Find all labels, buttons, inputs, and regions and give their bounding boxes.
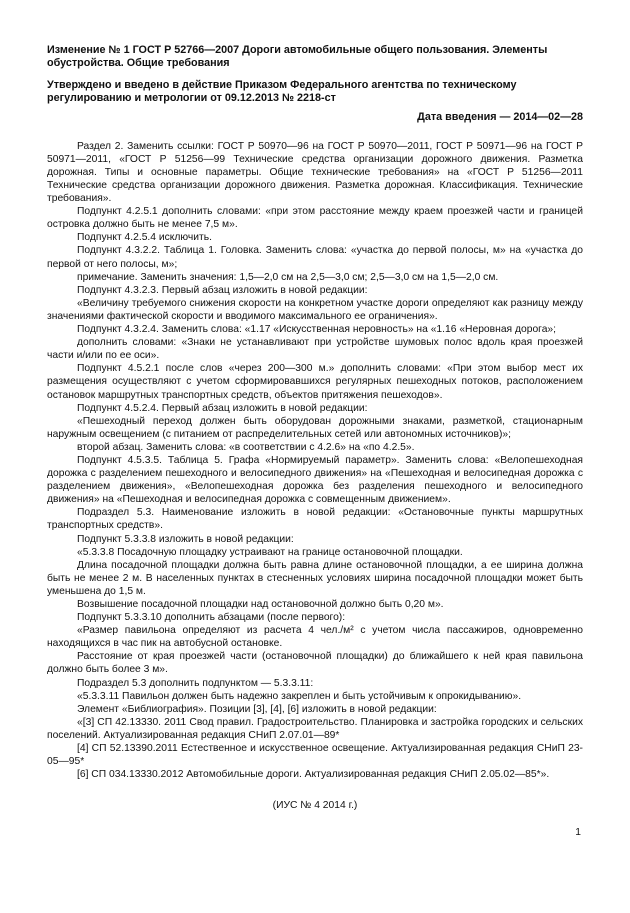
body-paragraph: Подпункт 4.5.3.5. Таблица 5. Графа «Нормируемый параметр». Заменить слова: «Велопешеходная дорожка с разделением пешеходного и велосипедного движения» на «Пешеходная и велосипедная дорожка с разделением движения», «Велопешеходная дорожка без разделения пешеходного и велосипедного движения» на «Пешеходная и велосипедная дорожка с совмещенным движением». [47, 454, 583, 506]
body-paragraph: Подпункт 4.5.2.4. Первый абзац изложить в новой редакции: [77, 402, 368, 414]
body-paragraph: «Величину требуемого снижения скорости на конкретном участке дороги определяют как разницу между значениями фактической скорости и вводимого максимального ее ограничения». [47, 297, 583, 322]
body-paragraph: Расстояние от края проезжей части (остановочной площадки) до ближайшего к ней края павильона должно быть более 3 м». [47, 651, 583, 676]
body-paragraph: Раздел 2. Заменить ссылки: ГОСТ Р 50970—96 на ГОСТ Р 50970—2011, ГОСТ Р 50971—96 на ГОСТ Р 50971—2011, «ГОСТ Р 51256—99 Технические средства организации дорожного движения. Разметка дорожная. Типы и основные параметры. Общие технические требования» на «ГОСТ Р 51256—2011 Технические средства организации дорожного движения. Разметка дорожная. Классификация. Технические требования». [47, 140, 583, 205]
body-paragraph: «Пешеходный переход должен быть оборудован дорожными знаками, разметкой, стационарным наружным освещением (с питанием от распределительных сетей или автономных источников)»; [47, 415, 583, 440]
body-paragraph: Подпункт 4.2.5.1 дополнить словами: «при этом расстояние между краем проезжей части и границей островка должно быть не менее 7,5 м». [47, 206, 583, 231]
body-paragraph: Подпункт 4.3.2.4. Заменить слова: «1.17 «Искусственная неровность» на «1.16 «Неровная дорога»; [77, 324, 557, 336]
body-paragraph: [6] СП 034.13330.2012 Автомобильные дороги. Актуализированная редакция СНиП 2.05.02—85*». [77, 769, 550, 781]
body-paragraph: [4] СП 52.13390.2011 Естественное и искусственное освещение. Актуализированная редакция СНиП 23-05—95* [47, 743, 583, 768]
body-paragraph: второй абзац. Заменить слова: «в соответствии с 4.2.6» на «по 4.2.5». [77, 441, 415, 453]
body-paragraph: «5.3.3.8 Посадочную площадку устраивают на границе остановочной площадки. [77, 546, 463, 558]
body-paragraph: Элемент «Библиография». Позиции [3], [4], [6] изложить в новой редакции: [77, 703, 437, 715]
page-number: 1 [575, 827, 581, 838]
body-paragraph: «Размер павильона определяют из расчета 4 чел./м² с учетом числа пассажиров, одновременно находящихся в час пик на автобусной остановке. [47, 625, 583, 650]
body-paragraph: Подпункт 4.2.5.4 исключить. [77, 232, 212, 244]
body-paragraph: «5.3.3.11 Павильон должен быть надежно закреплен и быть устойчивым к опрокидыванию». [77, 690, 522, 702]
body-paragraph: «[3] СП 42.13330. 2011 Свод правил. Градостроительство. Планировка и застройка городских и сельских поселений. Актуализированная редакция СНиП 2.07.01—89* [47, 716, 583, 741]
body-paragraph: Подраздел 5.3 дополнить подпунктом — 5.3.3.11: [77, 677, 314, 689]
body-paragraph: Подпункт 5.3.3.8 изложить в новой редакции: [77, 533, 294, 545]
amendment-title: Изменение № 1 ГОСТ Р 52766—2007 Дороги автомобильные общего пользования. Элементы обустройства. Общие требования [47, 44, 548, 70]
body-paragraph: Подпункт 4.3.2.3. Первый абзац изложить в новой редакции: [77, 284, 368, 296]
approval-statement: Утверждено и введено в действие Приказом Федерального агентства по техническому регулированию и метрологии от 09.12.2013 № 2218-ст [47, 78, 517, 105]
body-paragraph: Подпункт 4.5.2.1 после слов «через 200—300 м.» дополнить словами: «При этом выбор мест их размещения осуществляют с учетом сформировавшихся регулярных пешеходных потоков, расположением остановок маршрутных транспортных средств, объектов притяжения пешеходов». [47, 363, 583, 401]
body-paragraph: Подпункт 5.3.3.10 дополнить абзацами (после первого): [77, 612, 346, 624]
document-header [47, 44, 583, 106]
body-paragraph: дополнить словами: «Знаки не устанавливают при устройстве шумовых полос вдоль края проезжей части и/или по ее оси». [47, 337, 583, 362]
body-paragraph: Подпункт 4.3.2.2. Таблица 1. Головка. Заменить слова: «участка до первой полосы, м» на «участка до первой от него полосы, м»; [47, 245, 583, 270]
body-paragraph: примечание. Заменить значения: 1,5—2,0 см на 2,5—3,0 см; 2,5—3,0 см на 1,5—2,0 см. [77, 271, 499, 283]
body-paragraph: Возвышение посадочной площадки над остановочной должно быть 0,20 м». [77, 599, 444, 610]
ius-reference: (ИУС № 4 2014 г.) [272, 800, 358, 812]
body-paragraph: Подраздел 5.3. Наименование изложить в новой редакции: «Остановочные пункты маршрутных транспортных средств». [47, 507, 583, 532]
effective-date: Дата введения — 2014—02—28 [417, 110, 583, 123]
body-paragraph: Длина посадочной площадки должна быть равна длине остановочной площадки, а ее ширина должна быть не менее 2 м. В населенных пунктах в стесненных условиях ширина посадочной площадки может быть уменьшена до 1,5 м. [47, 559, 583, 597]
document-body [47, 140, 583, 782]
